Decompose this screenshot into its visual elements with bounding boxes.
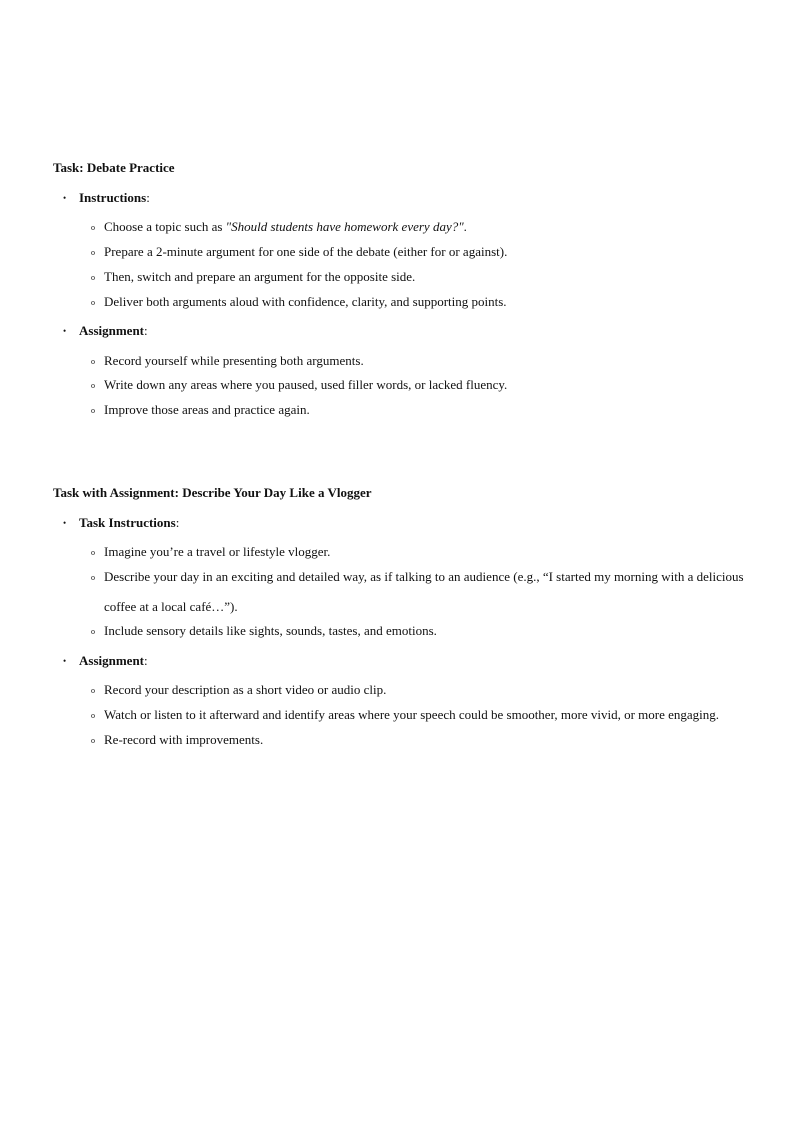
label-colon: : bbox=[175, 514, 180, 530]
circle-bullet-icon: o bbox=[91, 573, 95, 582]
list-item bbox=[53, 562, 753, 621]
item-text: Describe your day in an exciting and detailed way, as if talking to an audience (e.g., “I started my morning with a delicious coffee at a local café…”). bbox=[104, 569, 744, 614]
list-item bbox=[53, 725, 753, 755]
bullet-icon: • bbox=[63, 517, 67, 528]
label-colon: : bbox=[144, 322, 148, 338]
bullet-icon: • bbox=[63, 192, 67, 203]
item-text: Record your description as a short video or audio clip. bbox=[104, 682, 387, 698]
section-title: Task: Debate Practice bbox=[53, 160, 175, 175]
label-colon: : bbox=[146, 189, 150, 205]
bullet-icon: • bbox=[63, 325, 67, 336]
section-vlogger bbox=[53, 483, 753, 750]
circle-bullet-icon: o bbox=[91, 297, 95, 307]
circle-bullet-icon: o bbox=[91, 548, 95, 558]
circle-bullet-icon: o bbox=[91, 686, 95, 696]
group-label: Instructions bbox=[79, 189, 147, 205]
list-item-task-instructions bbox=[53, 513, 753, 533]
circle-bullet-icon: o bbox=[91, 272, 95, 282]
item-text: Deliver both arguments aloud with confidence, clarity, and supporting points. bbox=[104, 293, 507, 309]
circle-bullet-icon: o bbox=[91, 356, 95, 366]
item-text: Choose a topic such as bbox=[104, 219, 226, 235]
item-text: Re-record with improvements. bbox=[104, 731, 264, 747]
sublist-task-instructions bbox=[53, 537, 753, 646]
item-text: Record yourself while presenting both arguments. bbox=[104, 352, 364, 368]
item-text-suffix: . bbox=[463, 219, 467, 235]
list-item-assignment bbox=[53, 651, 753, 671]
list-item bbox=[53, 395, 753, 425]
bullet-icon: • bbox=[63, 655, 67, 666]
circle-bullet-icon: o bbox=[91, 381, 95, 391]
item-text: Include sensory details like sights, sounds, tastes, and emotions. bbox=[104, 623, 437, 639]
section-title: Task with Assignment: Describe Your Day Like a Vlogger bbox=[53, 485, 372, 500]
circle-bullet-icon: o bbox=[91, 223, 95, 233]
list-item bbox=[53, 616, 753, 646]
item-text: Prepare a 2-minute argument for one side of the debate (either for or against). bbox=[104, 244, 508, 259]
item-text: Imagine you’re a travel or lifestyle vlogger. bbox=[104, 544, 331, 560]
item-text: Then, switch and prepare an argument for the opposite side. bbox=[104, 268, 416, 284]
circle-bullet-icon: o bbox=[91, 627, 95, 637]
group-label: Assignment bbox=[79, 322, 145, 338]
debate-topic: "Should students have homework every day?" bbox=[225, 219, 464, 235]
group-label: Task Instructions bbox=[79, 514, 176, 530]
item-text: Improve those areas and practice again. bbox=[104, 402, 310, 417]
sublist-assignment bbox=[53, 675, 753, 754]
circle-bullet-icon: o bbox=[91, 248, 95, 257]
circle-bullet-icon: o bbox=[91, 406, 95, 415]
item-text: Watch or listen to it afterward and identify areas where your speech could be smoother, more vivid, or more engaging. bbox=[104, 707, 720, 722]
section-debate-practice bbox=[53, 158, 753, 420]
circle-bullet-icon: o bbox=[91, 711, 95, 720]
group-label: Assignment bbox=[79, 652, 145, 668]
circle-bullet-icon: o bbox=[91, 735, 95, 745]
list-item-instructions bbox=[53, 188, 753, 208]
sublist-assignment bbox=[53, 346, 753, 425]
list-item-assignment bbox=[53, 321, 753, 341]
list-item bbox=[53, 287, 753, 317]
label-colon: : bbox=[144, 652, 148, 668]
sublist-instructions bbox=[53, 212, 753, 316]
item-text: Write down any areas where you paused, used filler words, or lacked fluency. bbox=[104, 377, 508, 393]
